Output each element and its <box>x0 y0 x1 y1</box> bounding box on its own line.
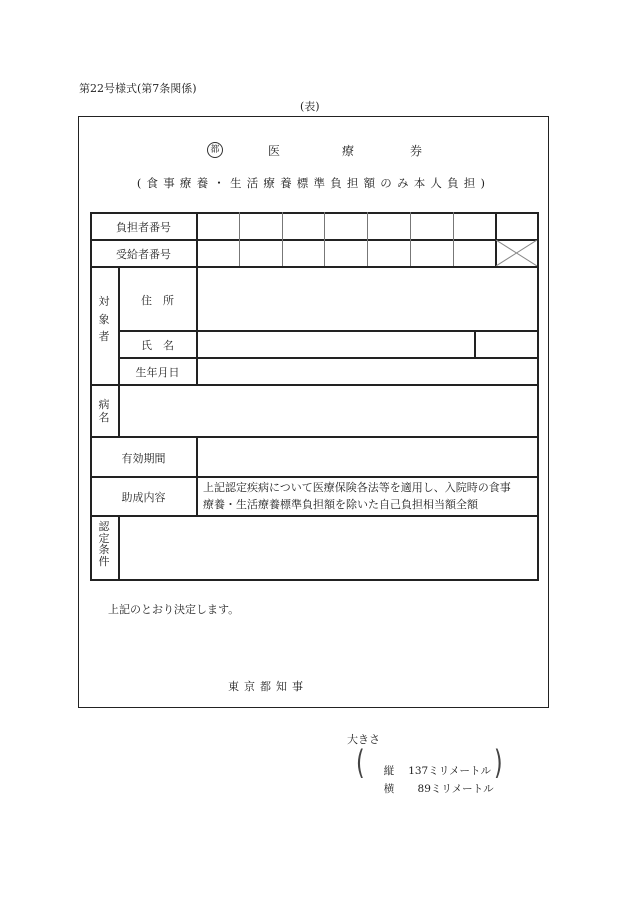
title-char-2: 療 <box>342 144 355 158</box>
name-field[interactable] <box>198 332 474 357</box>
crossed-out-cell-icon <box>496 240 537 266</box>
conditions-char: 条 <box>98 543 110 557</box>
tokyo-seal-icon: 都 <box>207 142 223 158</box>
payer-number-label: 負担者番号 <box>116 221 171 234</box>
aid-content-line: 療養・生活療養標準負担額を除いた自己負担相当額全額 <box>203 498 478 511</box>
payer-number-check-digit[interactable] <box>497 213 537 239</box>
ticket-title <box>78 142 549 162</box>
size-value: 137ミリメートル <box>408 765 492 777</box>
name-label: 氏 名 <box>141 339 174 352</box>
right-bracket-icon: ) <box>494 745 503 783</box>
payer-number-digit-1[interactable] <box>198 213 239 239</box>
payer-number-digit-4[interactable] <box>325 213 367 239</box>
disease-label <box>97 399 111 424</box>
title-char-1: 医 <box>268 144 281 158</box>
ticket-subtitle: (食事療養・生活療養標準負担額のみ本人負担) <box>136 176 491 190</box>
recipient-number-digit-2[interactable] <box>240 241 282 266</box>
validity-period-label: 有効期間 <box>121 452 166 465</box>
payer-number-digit-6[interactable] <box>411 213 453 239</box>
recipient-number-digit-4[interactable] <box>325 241 367 266</box>
birthdate-label: 生年月日 <box>135 366 180 379</box>
subject-group-label <box>97 296 111 344</box>
issuer-name: 東京都知事 <box>228 680 308 693</box>
size-width-line <box>377 769 494 796</box>
conditions-char: 件 <box>98 554 110 568</box>
recipient-number-digit-3[interactable] <box>283 241 324 266</box>
recipient-number-digit-7[interactable] <box>454 241 495 266</box>
decision-statement: 上記のとおり決定します。 <box>108 603 240 616</box>
aid-content-text <box>203 479 538 513</box>
address-label: 住 所 <box>141 294 174 307</box>
aid-content-line: 上記認定疾病について医療保険各法等を適用し、入院時の食事 <box>203 481 511 494</box>
validity-period-field[interactable] <box>198 438 537 476</box>
size-value: 89ミリメートル <box>414 783 494 795</box>
subject-char: 象 <box>98 312 110 326</box>
name-extra-field[interactable] <box>476 332 537 357</box>
form-number: 第22号様式(第7条関係) <box>79 82 197 95</box>
disease-char: 病 <box>98 398 110 411</box>
payer-number-digit-3[interactable] <box>283 213 324 239</box>
recipient-number-digit-5[interactable] <box>368 241 410 266</box>
front-side-label: (表) <box>300 100 320 113</box>
address-field[interactable] <box>198 268 537 330</box>
conditions-char: 認 <box>98 520 110 533</box>
payer-number-digit-7[interactable] <box>454 213 495 239</box>
recipient-number-label: 受給者番号 <box>116 248 171 261</box>
left-bracket-icon: ( <box>356 745 365 783</box>
row-divider <box>90 476 539 478</box>
certification-conditions-field[interactable] <box>120 517 537 579</box>
recipient-number-digit-6[interactable] <box>411 241 453 266</box>
subject-char: 者 <box>98 330 110 344</box>
conditions-char: 定 <box>98 531 110 545</box>
aid-content-label: 助成内容 <box>121 491 166 504</box>
recipient-number-digit-1[interactable] <box>198 241 239 266</box>
birthdate-field[interactable] <box>198 359 537 384</box>
payer-number-digit-2[interactable] <box>240 213 282 239</box>
title-char-3: 券 <box>410 144 423 158</box>
subject-char: 対 <box>98 295 110 308</box>
disease-char: 名 <box>98 410 110 424</box>
size-axis-label: 横 <box>383 783 395 795</box>
certification-conditions-label <box>97 521 111 567</box>
size-axis-label: 縦 <box>383 765 395 777</box>
size-note-title: 大きさ <box>347 733 380 746</box>
table-border-bottom <box>90 579 539 581</box>
disease-field[interactable] <box>120 386 537 436</box>
payer-number-digit-5[interactable] <box>368 213 410 239</box>
